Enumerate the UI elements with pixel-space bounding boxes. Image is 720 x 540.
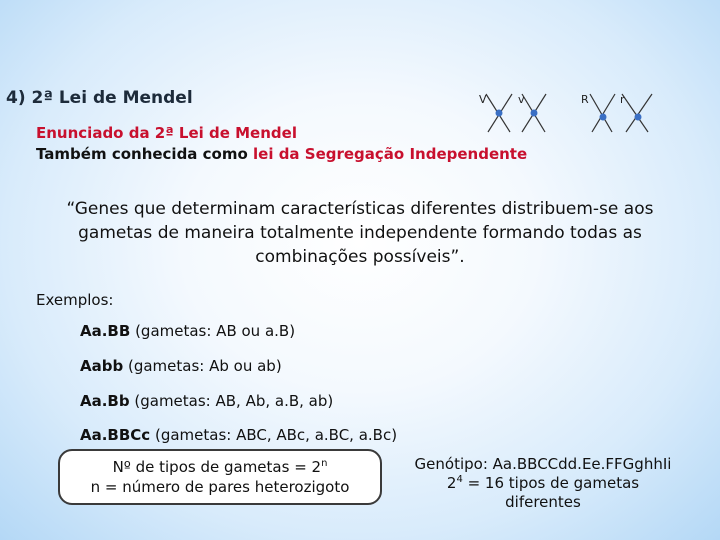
example-item bbox=[80, 426, 397, 444]
example-item bbox=[80, 392, 333, 410]
genotype-base: 2 bbox=[446, 474, 457, 492]
chromosome-diagram bbox=[470, 88, 670, 133]
formula-line-1 bbox=[60, 457, 380, 477]
statement-subtitle bbox=[36, 145, 527, 163]
example-gametes: (gametas: ABC, ABc, a.BC, a.Bc) bbox=[150, 426, 398, 444]
genotype-line-2 bbox=[408, 474, 678, 493]
formula-exponent: n bbox=[321, 458, 328, 469]
formula-box bbox=[58, 449, 382, 505]
law-quote: “Genes que determinam características diferentes distribuem-se aos gametas de maneira totalmente independente formando todas as combinações possíveis”. bbox=[66, 199, 654, 267]
genotype-example bbox=[408, 455, 678, 512]
subtitle-highlight: lei da Segregação Independente bbox=[253, 145, 528, 163]
centromere-dot bbox=[531, 110, 538, 117]
example-gametes: (gametas: AB, Ab, a.B, ab) bbox=[129, 392, 334, 410]
examples-label: Exemplos: bbox=[36, 291, 114, 309]
allele-label: v bbox=[518, 93, 525, 106]
genotype-exponent: 4 bbox=[456, 474, 463, 485]
allele-label: r bbox=[620, 93, 625, 106]
subtitle-prefix: Também conhecida como bbox=[36, 145, 254, 163]
example-genotype: Aa.Bb bbox=[80, 392, 130, 410]
genotype-line-3: diferentes bbox=[505, 493, 581, 511]
statement-heading: Enunciado da 2ª Lei de Mendel bbox=[36, 124, 297, 142]
example-gametes: (gametas: Ab ou ab) bbox=[123, 357, 282, 375]
allele-label: R bbox=[581, 93, 589, 106]
genotype-line-1: Genótipo: Aa.BBCCdd.Ee.FFGghhIi bbox=[414, 455, 672, 473]
slide-title: 4) 2ª Lei de Mendel bbox=[6, 88, 193, 108]
example-genotype: Aabb bbox=[80, 357, 124, 375]
allele-label: V bbox=[479, 93, 487, 106]
example-genotype: Aa.BB bbox=[80, 322, 131, 340]
centromere-dot bbox=[496, 110, 503, 117]
genotype-result: = 16 tipos de gametas bbox=[462, 474, 640, 492]
formula-line-2: n = número de pares heterozigoto bbox=[90, 478, 350, 496]
centromere-dot bbox=[600, 114, 607, 121]
formula-text: Nº de tipos de gametas = 2 bbox=[112, 458, 322, 476]
example-gametes: (gametas: AB ou a.B) bbox=[130, 322, 296, 340]
example-genotype: Aa.BBCc bbox=[80, 426, 151, 444]
example-item bbox=[80, 322, 295, 340]
centromere-dot bbox=[635, 114, 642, 121]
example-item bbox=[80, 357, 282, 375]
